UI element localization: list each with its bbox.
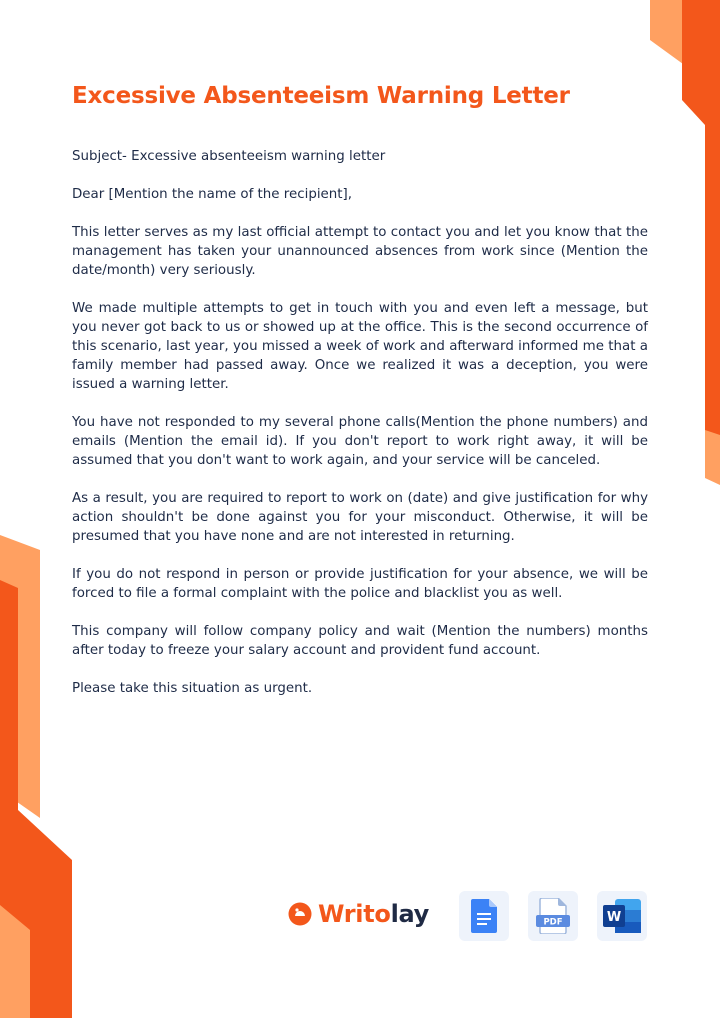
pdf-download-button[interactable] bbox=[528, 891, 578, 941]
google-docs-button[interactable] bbox=[459, 891, 509, 941]
word-label: W bbox=[606, 910, 622, 925]
pdf-file-icon bbox=[536, 898, 570, 934]
paragraph: You have not responded to my several phone calls(Mention the phone numbers) and emails (Mention the email id). If you don't report to work right away, it will be assumed that you don't want to work again, and your service will be canceled. bbox=[72, 415, 648, 468]
letter-title: Excessive Absenteeism Warning Letter bbox=[72, 83, 570, 109]
writolay-logo[interactable] bbox=[288, 900, 429, 928]
letter-salutation: Dear [Mention the name of the recipient], bbox=[72, 187, 352, 202]
footer bbox=[0, 890, 720, 946]
writolay-logo-icon bbox=[288, 902, 312, 926]
logo-text-writo: Writo bbox=[318, 900, 391, 928]
paragraph: As a result, you are required to report to work on (date) and give justification for why action shouldn't be done against you for your misconduct. Otherwise, it will be presumed that you have none and are not interested in returning. bbox=[72, 491, 648, 544]
word-icon bbox=[603, 899, 641, 933]
paragraph: We made multiple attempts to get in touch with you and even left a message, but you never got back to us or showed up at the office. This is the second occurrence of this scenario, last year, you missed a week of work and afterward informed me that a family member had passed away. Once we realized it was a deception, you were issued a warning letter. bbox=[72, 301, 648, 392]
logo-text-lay: lay bbox=[390, 900, 430, 928]
paragraph: This letter serves as my last official attempt to contact you and let you know that the management has taken your unannounced absences from work since (Mention the date/month) very seriously. bbox=[72, 225, 648, 278]
letter-body bbox=[72, 147, 648, 717]
word-download-button[interactable] bbox=[597, 891, 647, 941]
paragraph: This company will follow company policy and wait (Mention the numbers) months after today to freeze your salary account and provident fund account. bbox=[72, 624, 648, 658]
pdf-label: PDF bbox=[543, 917, 563, 928]
letter-subject: Subject- Excessive absenteeism warning letter bbox=[72, 149, 386, 164]
paragraph: If you do not respond in person or provide justification for your absence, we will be forced to file a formal complaint with the police and blacklist you as well. bbox=[72, 567, 648, 601]
top-right-dark-shape bbox=[682, 0, 720, 435]
google-docs-icon bbox=[471, 899, 497, 933]
closing-line: Please take this situation as urgent. bbox=[72, 681, 313, 696]
